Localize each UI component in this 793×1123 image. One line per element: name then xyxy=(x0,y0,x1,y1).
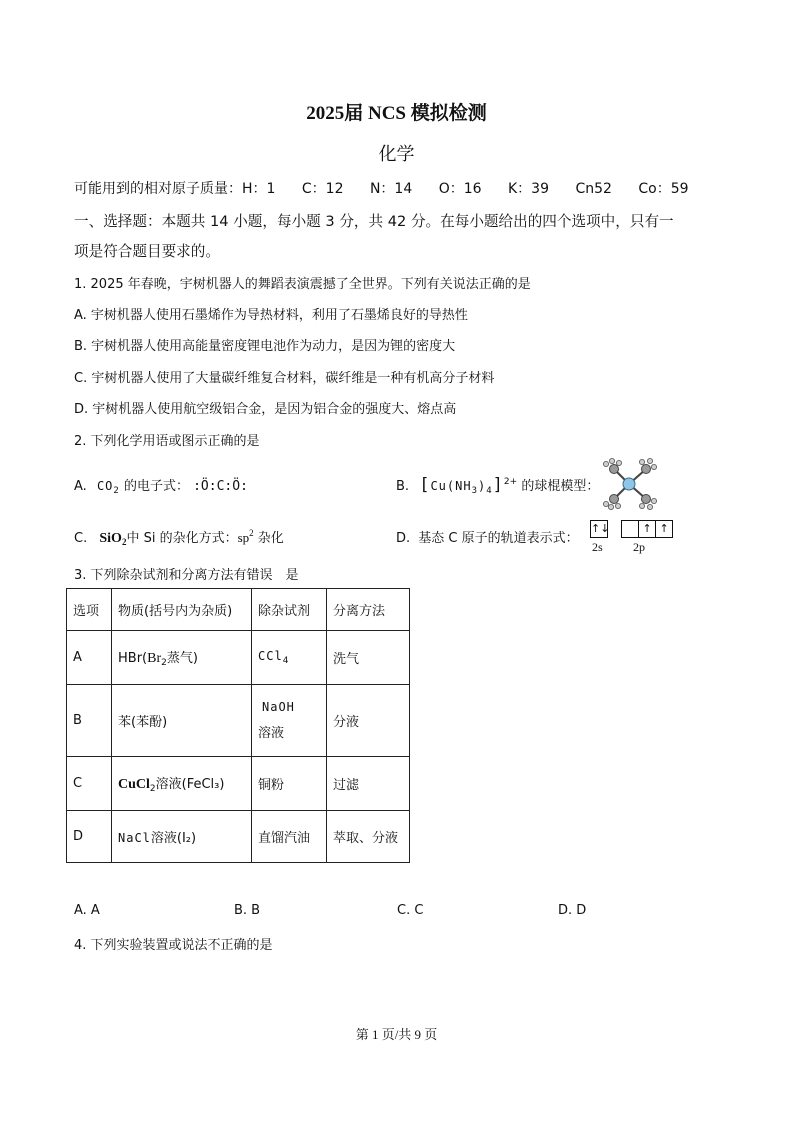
section-heading-line2: 项是符合题目要求的。 xyxy=(74,243,220,260)
page-footer: 第 1 页/共 9 页 xyxy=(355,1027,438,1042)
table-cell-option: C xyxy=(67,757,112,811)
q2-a-text: 的电子式： xyxy=(123,479,189,494)
q2-option-c xyxy=(74,527,284,547)
q1-stem: 1. 2025 年春晚，宇树机器人的舞蹈表演震撼了全世界。下列有关说法正确的是 xyxy=(74,277,531,292)
q1-option-b: B. 宇树机器人使用高能量密度锂电池作为动力，是因为锂的密度大 xyxy=(74,339,456,354)
table-row xyxy=(67,757,410,811)
q1-option-c: C. 宇树机器人使用了大量碳纤维复合材料，碳纤维是一种有机高分子材料 xyxy=(74,371,495,386)
table-header-cell: 选项 xyxy=(67,589,112,631)
table-cell-substance: NaCl溶液(I₂) xyxy=(112,811,252,863)
table-cell-method: 过滤 xyxy=(327,757,410,811)
q2-a-formula: $CO_2$ xyxy=(96,479,120,496)
table-cell-substance: $HBr(Br_2$蒸气) xyxy=(112,631,252,685)
orbital-box-2p-3: ↑ xyxy=(656,520,673,538)
table-header-cell: 除杂试剂 xyxy=(252,589,327,631)
q2-c-text2: 杂化 xyxy=(257,531,284,546)
table-cell-option: A xyxy=(67,631,112,685)
page-title: 2025届 NCS 模拟检测 xyxy=(306,103,487,124)
table-row xyxy=(67,631,410,685)
q2-a-label: A. xyxy=(74,479,87,494)
q2-a-lewis-structure: :Ö:C:Ö: xyxy=(193,479,248,494)
section-heading-line1: 一、选择题：本题共 14 小题，每小题 3 分，共 42 分。在每小题给出的四个选项中，只有一 xyxy=(74,213,674,230)
table-cell-option: B xyxy=(67,685,112,757)
q4-stem: 4. 下列实验装置或说法不正确的是 xyxy=(74,938,273,953)
q3-answer-a: A. A xyxy=(74,903,100,918)
table-header-cell: 分离方法 xyxy=(327,589,410,631)
orbital-2s xyxy=(590,518,608,538)
q2-c-text1: 中 Si 的杂化方式： xyxy=(126,531,238,546)
q2-option-a xyxy=(74,475,248,496)
q2-b-formula: $Cu(NH_3)_4$ xyxy=(430,479,493,496)
table-cell-reagent: CCl$_4$ xyxy=(252,631,327,685)
atomic-mass-n: N：14 xyxy=(369,181,413,197)
q1-option-a: A. 宇树机器人使用石墨烯作为导热材料，利用了石墨烯良好的导热性 xyxy=(74,308,468,323)
orbital-2p xyxy=(621,518,673,538)
table-cell-substance: CuCl$_2$溶液(FeCl₃) xyxy=(112,757,252,811)
q3-answer-c: C. C xyxy=(397,903,424,918)
q2-b-bracket-right: ] xyxy=(492,475,504,495)
atomic-mass-h: 可能用到的相对原子质量：H：1 xyxy=(74,181,276,197)
atomic-mass-c: C：12 xyxy=(301,181,344,197)
q2-d-text: 基态 C 原子的轨道表示式： xyxy=(418,531,579,546)
table-cell-method: 萃取、分液 xyxy=(327,811,410,863)
subject-title: 化学 xyxy=(378,144,415,165)
q2-d-label: D. xyxy=(396,531,411,546)
table-header-cell: 物质(括号内为杂质) xyxy=(112,589,252,631)
atomic-mass-o: O：16 xyxy=(438,181,482,197)
table-cell-reagent: 直馏汽油 xyxy=(252,811,327,863)
table-cell-substance: 苯(苯酚) xyxy=(112,685,252,757)
atomic-mass-cn: Cn52 xyxy=(575,181,612,197)
table-cell-method: 分液 xyxy=(327,685,410,757)
orbital-label-2s: 2s xyxy=(592,540,603,554)
table-cell-method: 洗气 xyxy=(327,631,410,685)
q3-answer-d: D. D xyxy=(558,903,587,918)
atomic-mass-k: K：39 xyxy=(507,181,549,197)
atomic-masses xyxy=(74,178,689,198)
atomic-mass-co: Co：59 xyxy=(638,181,689,197)
q2-b-text: 的球棍模型： xyxy=(521,479,600,494)
q2-b-bracket-left: [ xyxy=(419,475,431,495)
orbital-label-2p: 2p xyxy=(633,540,645,554)
q1-option-d: D. 宇树机器人使用航空级铝合金，是因为铝合金的强度大、熔点高 xyxy=(74,402,457,417)
table-cell-reagent: NaOH 溶液 xyxy=(252,685,327,757)
q2-c-label: C. xyxy=(74,531,88,546)
q2-option-b xyxy=(396,475,599,496)
table-row xyxy=(67,685,410,757)
orbital-diagram xyxy=(590,518,673,538)
orbital-box-2p-2: ↑ xyxy=(639,520,656,538)
q2-b-charge: 2+ xyxy=(503,477,518,487)
table-cell-reagent: 铜粉 xyxy=(252,757,327,811)
q2-stem: 2. 下列化学用语或图示正确的是 xyxy=(74,434,260,449)
q3-stem: 3. 下列除杂试剂和分离方法有错误 是 xyxy=(74,568,299,583)
orbital-box-2s: ↑↓ xyxy=(590,520,608,538)
table-cell-option: D xyxy=(67,811,112,863)
q2-c-formula: SiO$_2$ xyxy=(99,531,127,547)
q2-option-d xyxy=(396,527,579,546)
ball-and-stick-model-image xyxy=(598,458,660,510)
q2-c-hybrid: $sp^2$ xyxy=(237,528,254,545)
q3-table xyxy=(66,588,410,863)
table-header-row xyxy=(67,589,410,631)
table-row xyxy=(67,811,410,863)
orbital-box-2p-1 xyxy=(621,520,639,538)
q2-b-label: B. xyxy=(396,479,410,494)
q3-answer-b: B. B xyxy=(234,903,261,918)
